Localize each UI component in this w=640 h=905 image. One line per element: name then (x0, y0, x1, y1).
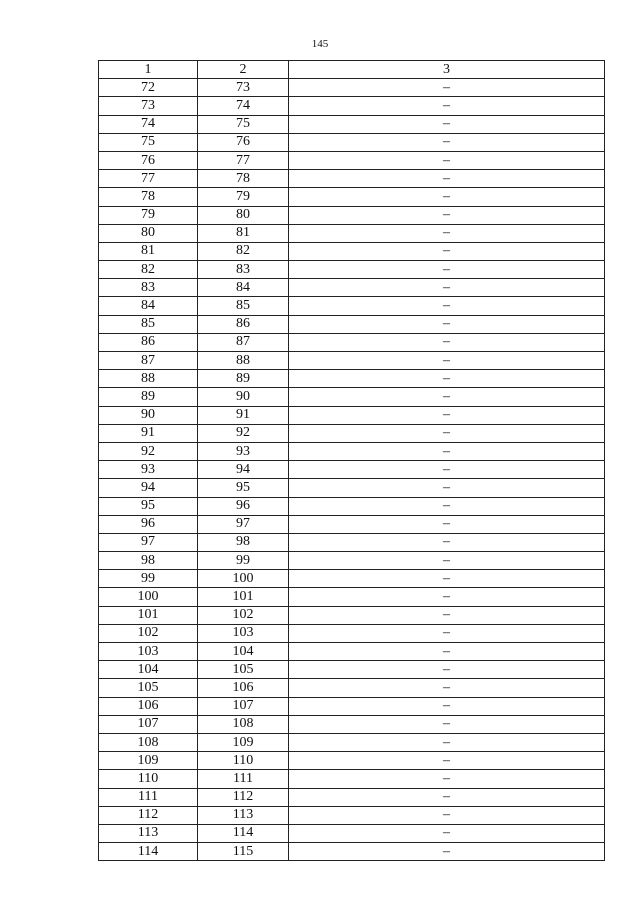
table-cell-col-2: 110 (198, 752, 289, 770)
table-row (99, 661, 605, 679)
table-cell-col-1: 108 (99, 733, 198, 751)
table-row (99, 188, 605, 206)
table-row (99, 442, 605, 460)
table-cell-col-2: 113 (198, 806, 289, 824)
table-cell-col-1: 91 (99, 424, 198, 442)
table-cell-col-2: 75 (198, 115, 289, 133)
table-cell-col-1: 109 (99, 752, 198, 770)
table-cell-col-1: 103 (99, 643, 198, 661)
header-row (99, 61, 605, 79)
table-row (99, 606, 605, 624)
table-row (99, 370, 605, 388)
table-cell-col-1: 99 (99, 570, 198, 588)
table-cell-col-3: – (289, 442, 605, 460)
table-cell-col-2: 111 (198, 770, 289, 788)
table-cell-col-2: 114 (198, 824, 289, 842)
table-cell-col-2: 103 (198, 624, 289, 642)
table-row (99, 588, 605, 606)
table-cell-col-3: – (289, 461, 605, 479)
table-cell-col-3: – (289, 151, 605, 169)
table-row (99, 624, 605, 642)
table-row (99, 224, 605, 242)
table-cell-col-2: 80 (198, 206, 289, 224)
table-row (99, 843, 605, 861)
table-cell-col-1: 111 (99, 788, 198, 806)
table-cell-col-1: 74 (99, 115, 198, 133)
table-cell-col-2: 92 (198, 424, 289, 442)
table-row (99, 97, 605, 115)
table-cell-col-3: – (289, 624, 605, 642)
table-cell-col-3: – (289, 715, 605, 733)
table-row (99, 315, 605, 333)
table-cell-col-3: – (289, 515, 605, 533)
table-cell-col-1: 90 (99, 406, 198, 424)
table-cell-col-2: 100 (198, 570, 289, 588)
table-cell-col-3: – (289, 824, 605, 842)
table-cell-col-2: 102 (198, 606, 289, 624)
table-cell-col-3: – (289, 133, 605, 151)
table-row (99, 806, 605, 824)
table-row (99, 697, 605, 715)
table-cell-col-3: – (289, 279, 605, 297)
data-table (98, 60, 605, 861)
column-header-2: 2 (198, 61, 289, 79)
table-row (99, 461, 605, 479)
table-cell-col-2: 84 (198, 279, 289, 297)
table-cell-col-3: – (289, 224, 605, 242)
table-row (99, 333, 605, 351)
table-row (99, 151, 605, 169)
table-cell-col-1: 77 (99, 170, 198, 188)
table-row (99, 242, 605, 260)
table-cell-col-2: 90 (198, 388, 289, 406)
table-cell-col-1: 97 (99, 533, 198, 551)
table-row (99, 715, 605, 733)
table-cell-col-3: – (289, 242, 605, 260)
column-header-1: 1 (99, 61, 198, 79)
table-cell-col-2: 91 (198, 406, 289, 424)
table-cell-col-3: – (289, 79, 605, 97)
table-cell-col-2: 101 (198, 588, 289, 606)
column-header-3: 3 (289, 61, 605, 79)
table-cell-col-2: 81 (198, 224, 289, 242)
table-cell-col-3: – (289, 679, 605, 697)
table-cell-col-1: 89 (99, 388, 198, 406)
table-cell-col-2: 98 (198, 533, 289, 551)
table-cell-col-2: 76 (198, 133, 289, 151)
table-row (99, 424, 605, 442)
table-cell-col-3: – (289, 588, 605, 606)
table-cell-col-1: 75 (99, 133, 198, 151)
table-cell-col-2: 85 (198, 297, 289, 315)
table-cell-col-2: 99 (198, 552, 289, 570)
table-cell-col-2: 96 (198, 497, 289, 515)
table-row (99, 515, 605, 533)
table-cell-col-3: – (289, 533, 605, 551)
table-cell-col-2: 104 (198, 643, 289, 661)
table-cell-col-3: – (289, 806, 605, 824)
table-body (99, 79, 605, 861)
table-row (99, 115, 605, 133)
table-row (99, 752, 605, 770)
table-cell-col-1: 105 (99, 679, 198, 697)
table-cell-col-1: 86 (99, 333, 198, 351)
table-row (99, 206, 605, 224)
table-cell-col-3: – (289, 261, 605, 279)
table-cell-col-2: 88 (198, 352, 289, 370)
table-cell-col-2: 105 (198, 661, 289, 679)
table-cell-col-1: 88 (99, 370, 198, 388)
table-cell-col-3: – (289, 115, 605, 133)
table-cell-col-2: 107 (198, 697, 289, 715)
table-header (99, 61, 605, 79)
table-cell-col-1: 114 (99, 843, 198, 861)
table-row (99, 533, 605, 551)
table-cell-col-3: – (289, 552, 605, 570)
table-cell-col-3: – (289, 733, 605, 751)
table-cell-col-3: – (289, 843, 605, 861)
table-cell-col-1: 95 (99, 497, 198, 515)
table-row (99, 679, 605, 697)
table-cell-col-1: 76 (99, 151, 198, 169)
table-row (99, 770, 605, 788)
table-cell-col-3: – (289, 333, 605, 351)
table-cell-col-1: 106 (99, 697, 198, 715)
table-row (99, 170, 605, 188)
table-cell-col-1: 79 (99, 206, 198, 224)
table-row (99, 279, 605, 297)
table-row (99, 352, 605, 370)
table-cell-col-3: – (289, 497, 605, 515)
table-cell-col-2: 77 (198, 151, 289, 169)
table-cell-col-3: – (289, 570, 605, 588)
table-cell-col-3: – (289, 97, 605, 115)
table-cell-col-2: 112 (198, 788, 289, 806)
table-cell-col-2: 97 (198, 515, 289, 533)
table-cell-col-3: – (289, 643, 605, 661)
table-cell-col-2: 93 (198, 442, 289, 460)
table-cell-col-1: 101 (99, 606, 198, 624)
table-cell-col-1: 112 (99, 806, 198, 824)
table-cell-col-1: 92 (99, 442, 198, 460)
table-cell-col-3: – (289, 697, 605, 715)
table-cell-col-3: – (289, 388, 605, 406)
table-cell-col-3: – (289, 752, 605, 770)
table-cell-col-3: – (289, 424, 605, 442)
table-cell-col-3: – (289, 188, 605, 206)
table-cell-col-3: – (289, 315, 605, 333)
table-cell-col-1: 96 (99, 515, 198, 533)
table-row (99, 133, 605, 151)
table-row (99, 570, 605, 588)
table-row (99, 643, 605, 661)
table-cell-col-3: – (289, 206, 605, 224)
page-number: 145 (311, 38, 329, 50)
table-cell-col-1: 104 (99, 661, 198, 679)
table-cell-col-1: 98 (99, 552, 198, 570)
table-cell-col-2: 94 (198, 461, 289, 479)
table-cell-col-2: 74 (198, 97, 289, 115)
table-cell-col-2: 87 (198, 333, 289, 351)
table-row (99, 261, 605, 279)
table-cell-col-3: – (289, 406, 605, 424)
table-cell-col-1: 84 (99, 297, 198, 315)
table-cell-col-2: 106 (198, 679, 289, 697)
table-cell-col-3: – (289, 606, 605, 624)
table-cell-col-1: 80 (99, 224, 198, 242)
table-row (99, 479, 605, 497)
table-cell-col-1: 113 (99, 824, 198, 842)
table-cell-col-1: 110 (99, 770, 198, 788)
table-cell-col-3: – (289, 352, 605, 370)
table-cell-col-3: – (289, 479, 605, 497)
table-row (99, 497, 605, 515)
table-cell-col-1: 85 (99, 315, 198, 333)
table-row (99, 406, 605, 424)
table-cell-col-1: 72 (99, 79, 198, 97)
table-row (99, 297, 605, 315)
table-cell-col-2: 89 (198, 370, 289, 388)
table-cell-col-1: 81 (99, 242, 198, 260)
table-cell-col-1: 93 (99, 461, 198, 479)
table-cell-col-1: 102 (99, 624, 198, 642)
table-cell-col-1: 94 (99, 479, 198, 497)
table-cell-col-1: 73 (99, 97, 198, 115)
table-cell-col-3: – (289, 370, 605, 388)
table-cell-col-3: – (289, 770, 605, 788)
table-cell-col-2: 83 (198, 261, 289, 279)
table-cell-col-2: 109 (198, 733, 289, 751)
table-row (99, 552, 605, 570)
table-cell-col-1: 78 (99, 188, 198, 206)
table-cell-col-2: 115 (198, 843, 289, 861)
table-cell-col-1: 82 (99, 261, 198, 279)
table-cell-col-2: 78 (198, 170, 289, 188)
table-cell-col-1: 100 (99, 588, 198, 606)
table-cell-col-1: 83 (99, 279, 198, 297)
table-row (99, 79, 605, 97)
table-row (99, 824, 605, 842)
table-cell-col-2: 82 (198, 242, 289, 260)
table-cell-col-3: – (289, 788, 605, 806)
table-row (99, 388, 605, 406)
table-cell-col-2: 95 (198, 479, 289, 497)
table-cell-col-3: – (289, 297, 605, 315)
table-cell-col-2: 73 (198, 79, 289, 97)
table-row (99, 788, 605, 806)
table-cell-col-2: 86 (198, 315, 289, 333)
table-cell-col-2: 108 (198, 715, 289, 733)
table-cell-col-1: 107 (99, 715, 198, 733)
table-cell-col-3: – (289, 661, 605, 679)
table-cell-col-2: 79 (198, 188, 289, 206)
table-row (99, 733, 605, 751)
table-cell-col-1: 87 (99, 352, 198, 370)
table-cell-col-3: – (289, 170, 605, 188)
